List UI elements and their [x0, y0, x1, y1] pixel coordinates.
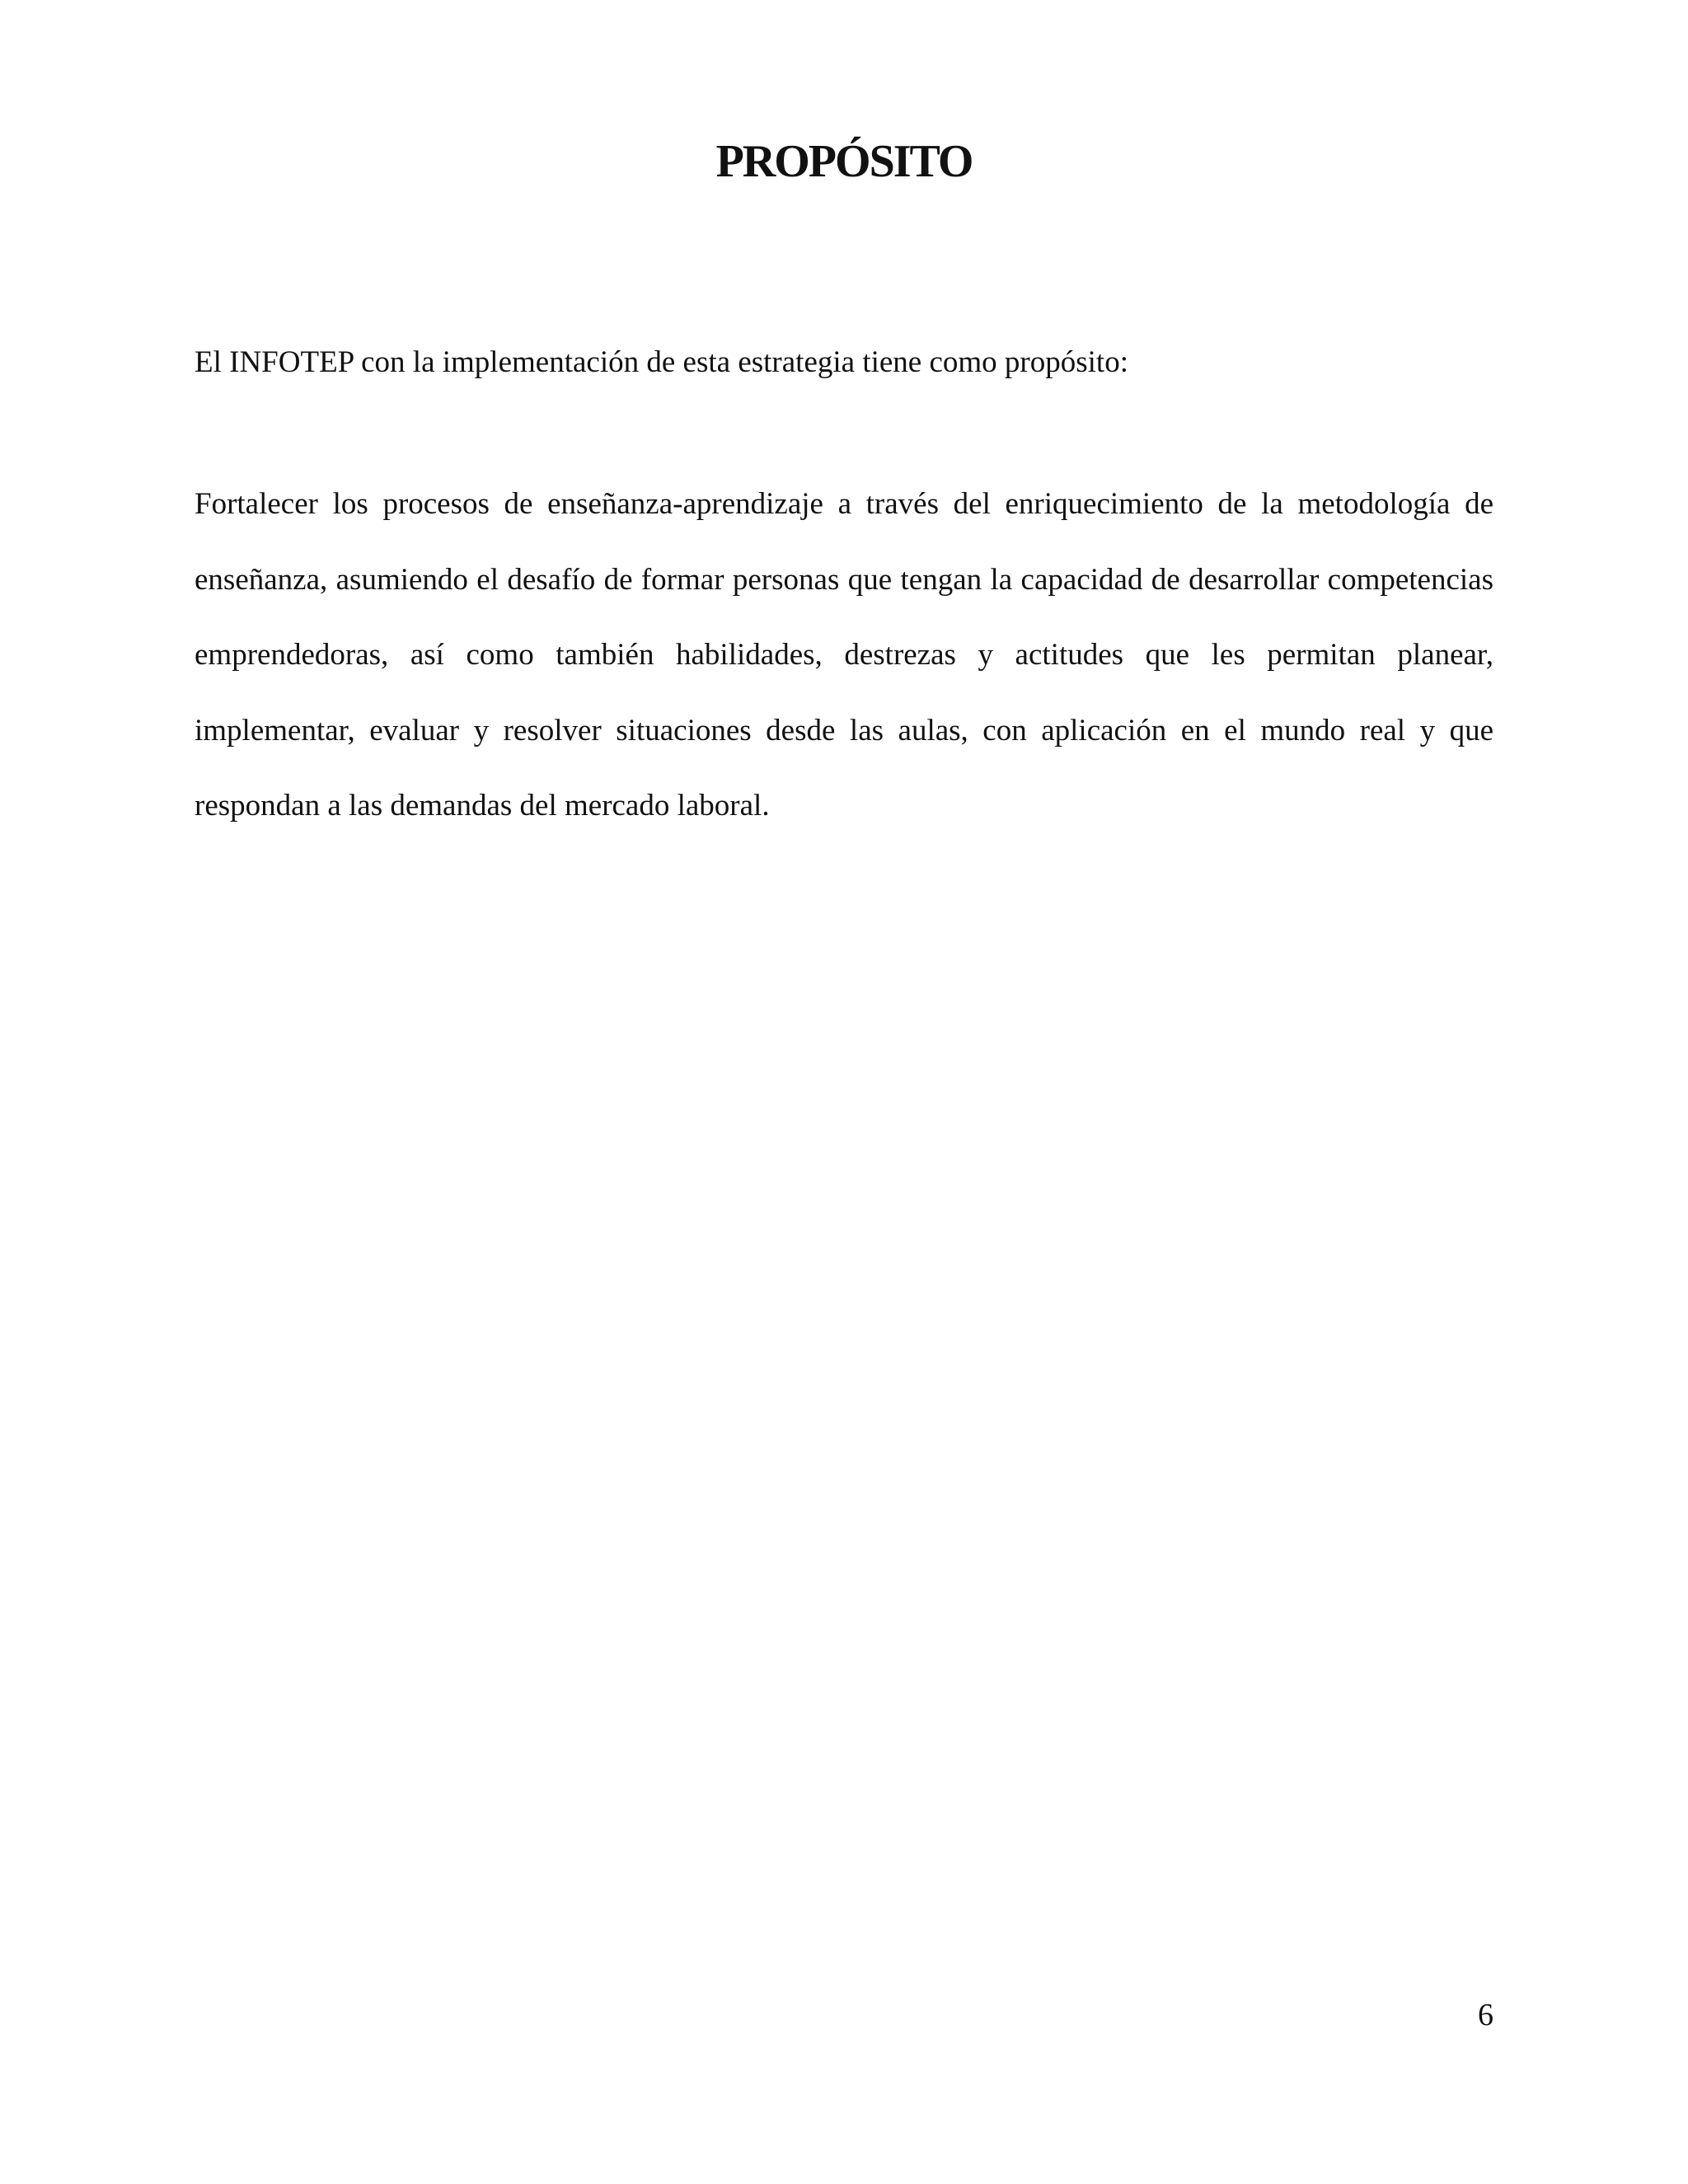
intro-paragraph: El INFOTEP con la implementación de esta estrategia tiene como propósito: — [195, 345, 1128, 379]
body-paragraph: Fortalecer los procesos de enseñanza-aprendizaje a través del enriquecimiento de la metodología de enseñanza, asumiendo el desafío de formar personas que tengan la capacidad de desarrollar competencias emprendedoras, así como también habilidades, destrezas y actitudes que les permitan planear, implementar, evaluar y resolver situaciones desde las aulas, con aplicación en el mundo real y que respondan a las demandas del mercado laboral. — [195, 487, 1493, 823]
page-number: 6 — [1478, 1998, 1493, 2032]
page-title: PROPÓSITO — [715, 136, 973, 187]
